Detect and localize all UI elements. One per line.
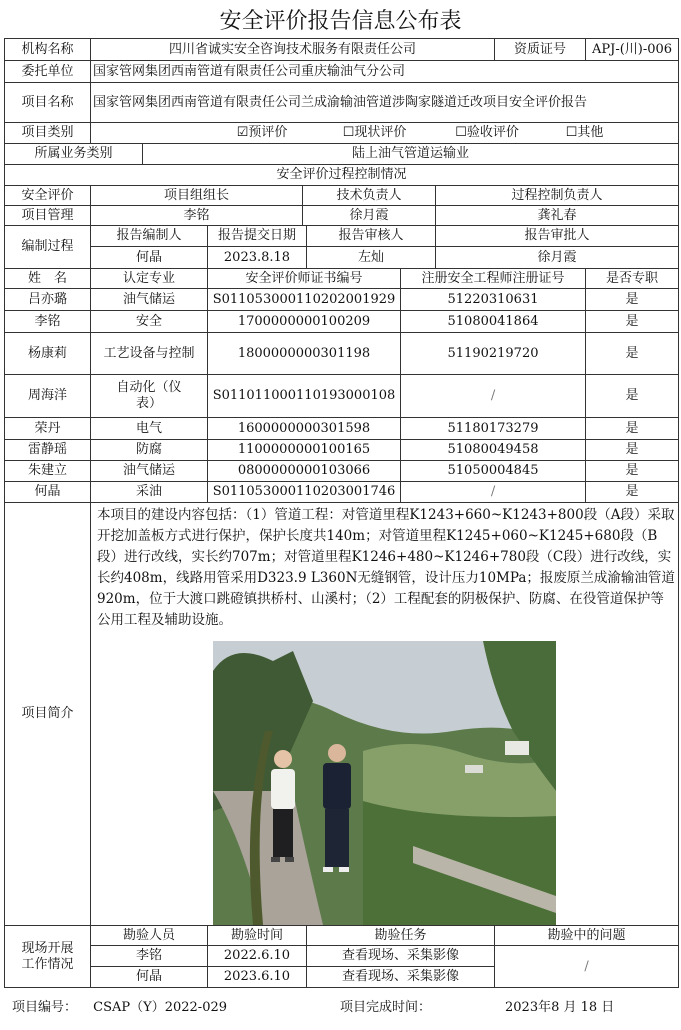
compile-author: 何晶 — [91, 247, 208, 269]
intro-cell — [91, 503, 679, 926]
org-label: 机构名称 — [5, 39, 91, 61]
info-table — [4, 38, 679, 988]
category-options — [91, 123, 679, 144]
site-photo — [213, 641, 556, 925]
footer-code — [12, 996, 227, 1015]
org-name: 四川省诚实安全咨询技术服务有限责任公司 — [91, 39, 495, 61]
table-row — [5, 311, 679, 333]
staff-reg: / — [401, 482, 586, 503]
mgmt-leader: 李铭 — [91, 206, 303, 226]
staff-header-reg: 注册安全工程师注册证号 — [401, 269, 586, 289]
staff-reg: 51190219720 — [401, 333, 586, 375]
staff-header-cert: 安全评价师证书编号 — [208, 269, 401, 289]
cert-number: APJ-(川)-006 — [586, 39, 679, 61]
staff-cert: S011053000110203001746 — [208, 482, 401, 503]
staff-name: 李铭 — [5, 311, 91, 333]
table-row — [5, 440, 679, 461]
page-title: 安全评价报告信息公布表 — [219, 9, 462, 34]
site-label-line2: 工作情况 — [21, 956, 74, 972]
compile-label: 编制过程 — [5, 226, 91, 269]
table-row — [5, 289, 679, 311]
footer-code-value: CSAP（Y）2022-029 — [93, 1000, 228, 1015]
intro-text: 本项目的建设内容包括：（1）管道工程：对管道里程K1243+660~K1243+800段（A段）采取开挖加盖板方式进行保护，保护长度共140m；对管道里程K1245+060~K1245+680段（B段）进行改线，实长约707m；对管道里程K1246+480~K1246+780段（C段）进行改线，实长约408m，线路用管采用D323.9 L360N无缝钢管，设计压力10MPa；报废原兰成渝输油管道920m，位于大渡口跳磴镇拱桥村、山溪村；（2）工程配套的阴极保护、防腐、在役管道保护等公用工程及辅助设施。 — [97, 507, 675, 628]
staff-header-name: 姓 名 — [5, 269, 91, 289]
staff-fulltime: 是 — [586, 418, 679, 440]
staff-name: 吕亦璐 — [5, 289, 91, 311]
staff-cert: 1800000000301198 — [208, 333, 401, 375]
staff-cert: 1600000000301598 — [208, 418, 401, 440]
table-row — [5, 482, 679, 503]
staff-reg: / — [401, 375, 586, 418]
staff-header-fulltime: 是否专职 — [586, 269, 679, 289]
staff-name: 何晶 — [5, 482, 91, 503]
staff-name: 朱建立 — [5, 461, 91, 482]
staff-cert: 1100000000100165 — [208, 440, 401, 461]
mgmt-header-leader: 项目组组长 — [91, 186, 303, 206]
compile-header-date: 报告提交日期 — [208, 226, 307, 247]
table-row — [5, 461, 679, 482]
staff-cert: S011053000110202001929 — [208, 289, 401, 311]
staff-reg: 51050004845 — [401, 461, 586, 482]
project-name: 国家管网集团西南管道有限责任公司兰成渝输油管道涉陶家隧道迁改项目安全评价报告 — [91, 83, 679, 123]
client-name: 国家管网集团西南管道有限责任公司重庆输油气分公司 — [91, 61, 679, 83]
compile-header-reviewer: 报告审核人 — [307, 226, 436, 247]
compile-approver: 徐月霞 — [436, 247, 679, 269]
mgmt-tech: 徐月霞 — [303, 206, 436, 226]
staff-header-major: 认定专业 — [91, 269, 208, 289]
staff-major: 工艺设备与控制 — [91, 333, 208, 375]
site-issue: / — [495, 946, 679, 988]
site-header-task: 勘验任务 — [307, 926, 495, 946]
table-row — [5, 333, 679, 375]
staff-fulltime: 是 — [586, 440, 679, 461]
site-header-date: 勘验时间 — [208, 926, 307, 946]
business-label: 所属业务类别 — [5, 144, 143, 165]
management-label-1: 安全评价 — [5, 186, 91, 206]
site-person: 何晶 — [91, 967, 208, 988]
compile-reviewer: 左灿 — [307, 247, 436, 269]
site-date: 2022.6.10 — [208, 946, 307, 967]
staff-major: 电气 — [91, 418, 208, 440]
staff-cert: 0800000000103066 — [208, 461, 401, 482]
staff-fulltime: 是 — [586, 333, 679, 375]
table-row — [5, 946, 679, 967]
site-label — [5, 926, 91, 988]
staff-cert: S011011000110193000108 — [208, 375, 401, 418]
staff-name: 荣丹 — [5, 418, 91, 440]
table-row — [5, 418, 679, 440]
management-label-2: 项目管理 — [5, 206, 91, 226]
table-row — [5, 375, 679, 418]
option-pre-evaluation[interactable]: ☑预评价 — [236, 125, 288, 140]
site-person: 李铭 — [91, 946, 208, 967]
compile-header-author: 报告编制人 — [91, 226, 208, 247]
category-label: 项目类别 — [5, 123, 91, 144]
staff-reg: 51080041864 — [401, 311, 586, 333]
intro-label: 项目简介 — [5, 503, 91, 926]
staff-major: 安全 — [91, 311, 208, 333]
site-header-issue: 勘验中的问题 — [495, 926, 679, 946]
staff-fulltime: 是 — [586, 461, 679, 482]
staff-name: 杨康莉 — [5, 333, 91, 375]
staff-name: 雷静瑶 — [5, 440, 91, 461]
staff-fulltime: 是 — [586, 482, 679, 503]
option-status-evaluation[interactable]: ☐现状评价 — [342, 125, 407, 140]
project-label: 项目名称 — [5, 83, 91, 123]
cert-label: 资质证号 — [495, 39, 586, 61]
mgmt-header-process: 过程控制负责人 — [436, 186, 679, 206]
site-task: 查看现场、采集影像 — [307, 946, 495, 967]
site-date: 2023.6.10 — [208, 967, 307, 988]
client-label: 委托单位 — [5, 61, 91, 83]
staff-major: 采油 — [91, 482, 208, 503]
mgmt-process: 龚礼春 — [436, 206, 679, 226]
site-header-person: 勘验人员 — [91, 926, 208, 946]
footer-done-value: 2023年8 月 18 日 — [505, 1000, 615, 1015]
mgmt-header-tech: 技术负责人 — [303, 186, 436, 206]
site-label-line1: 现场开展 — [21, 940, 74, 956]
option-acceptance-evaluation[interactable]: ☐验收评价 — [455, 125, 519, 140]
staff-reg: 51180173279 — [401, 418, 586, 440]
staff-reg: 51080049458 — [401, 440, 586, 461]
staff-major: 油气储运 — [91, 461, 208, 482]
footer-done-label: 项目完成时间： — [340, 1000, 432, 1015]
staff-fulltime: 是 — [586, 289, 679, 311]
site-task: 查看现场、采集影像 — [307, 967, 495, 988]
staff-major: 自动化（仪表） — [91, 375, 208, 418]
footer-code-label: 项目编号： — [12, 1000, 78, 1015]
process-header: 安全评价过程控制情况 — [5, 165, 679, 186]
compile-header-approver: 报告审批人 — [436, 226, 679, 247]
staff-name: 周海洋 — [5, 375, 91, 418]
staff-fulltime: 是 — [586, 375, 679, 418]
staff-reg: 51220310631 — [401, 289, 586, 311]
staff-major: 油气储运 — [91, 289, 208, 311]
staff-cert: 1700000000100209 — [208, 311, 401, 333]
compile-date: 2023.8.18 — [208, 247, 307, 269]
staff-fulltime: 是 — [586, 311, 679, 333]
staff-major: 防腐 — [91, 440, 208, 461]
option-other[interactable]: ☐其他 — [565, 125, 604, 140]
business-value: 陆上油气管道运输业 — [143, 144, 679, 165]
